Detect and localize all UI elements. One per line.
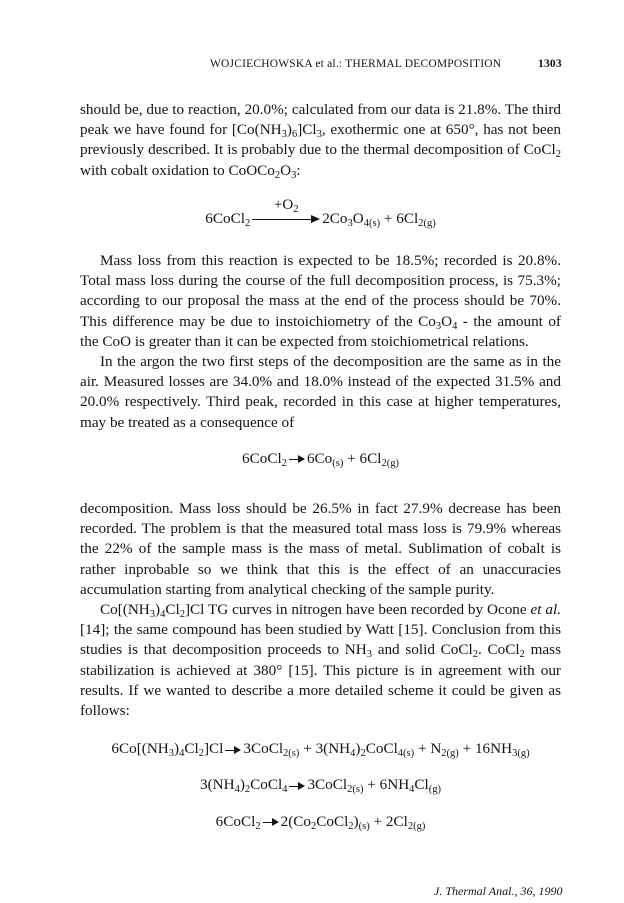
equation-2: 6CoCl$_2$ $6Co_{(s)} + 6Cl_{2(g)}$ — [242, 449, 399, 469]
equation-5: 6CoCl$_2$ $2(Co_2CoCl_2)_{(s)} + 2Cl_{2(g)}$ — [215, 812, 426, 832]
paragraph-2: Mass loss from this reaction is expected to be 18.5%; recorded is 20.8%. Total mass loss during the course of the full decomposition process, is 75.3%; according to our proposal the mass at the end of the process should be 70%. This difference may be due to instoichiometry of the $Co_3O_4$ - the amount of the CoO is greater than it can be expected from stoichiometrical relations. — [80, 252, 561, 350]
reaction-arrow — [289, 454, 305, 464]
running-head-title: WOJCIECHOWSKA et al.: THERMAL DECOMPOSITION — [210, 58, 502, 70]
et-al: et al. — [530, 601, 561, 619]
reaction-arrow — [263, 817, 279, 827]
arrow-label: $+O_2$ — [273, 197, 299, 216]
reaction-arrow — [225, 745, 241, 755]
reaction-arrow — [289, 781, 305, 791]
equation-1: 6CoCl$_2$ $+O_2$ $2Co_3O_{4(s)} + 6Cl_{2(g)}$ — [205, 197, 436, 229]
running-header — [0, 58, 624, 78]
article-body — [80, 100, 561, 832]
equation-4: $3(NH_4)_2CoCl_4$ 3CoCl$_{2(s)}$ + $6NH_4Cl_{(g)}$ — [199, 776, 442, 796]
equation-3: $6Co[(NH_3)_4Cl_2]Cl$ 3CoCl$_{2(s)}$ + $3(NH_4)_2CoCl_{4(s)} + N_{2(g)} + 16NH_{3(g)}$ — [111, 740, 530, 760]
paragraph-1: should be, due to reaction, 20.0%; calculated from our data is 21.8%. The third peak we have found for $[Co(NH_3)_6]Cl_3$, exothermic one at 650°, has not been previously described. It is probably due to the thermal decomposition of CoCl$_2$ with cobalt oxidation to $CoOCo_2O_3$: — [80, 101, 561, 181]
reaction-arrow — [252, 197, 320, 226]
journal-footer: J. Thermal Anal., 36, 1990 — [434, 884, 563, 898]
page-number: 1303 — [538, 58, 562, 70]
paragraph-5: $Co[(NH_3)_4Cl_2]Cl$ TG curves in nitrogen have been recorded by Ocone et al. [14]; the same compound has been studied by Watt [15]. Conclusion from this studies is that decomposition proceeds to $NH_3$ and solid CoCl$_2$. CoCl$_2$ mass stabilization is achieved at 380° [15]. This picture is in agreement with our results. If we wanted to describe a more detailed scheme it could be given as follows: — [80, 601, 561, 720]
paragraph-4: decomposition. Mass loss should be 26.5% in fact 27.9% decrease has been recorded. The problem is that the measured total mass loss is 79.9% whereas the 22% of the sample mass is the mass of metal. Sublimation of cobalt is rather inprobable so we think that this is the effect of an unaccuracies accumulation starting from analytical checking of the sample purity. — [80, 500, 561, 598]
paragraph-3: In the argon the two first steps of the decomposition are the same as in the air. Measured losses are 34.0% and 18.0% instead of the expected 31.5% and 20.0% respectively. Third peak, recorded in this case at higher temperatures, may be treated as a consequence of — [80, 353, 561, 431]
